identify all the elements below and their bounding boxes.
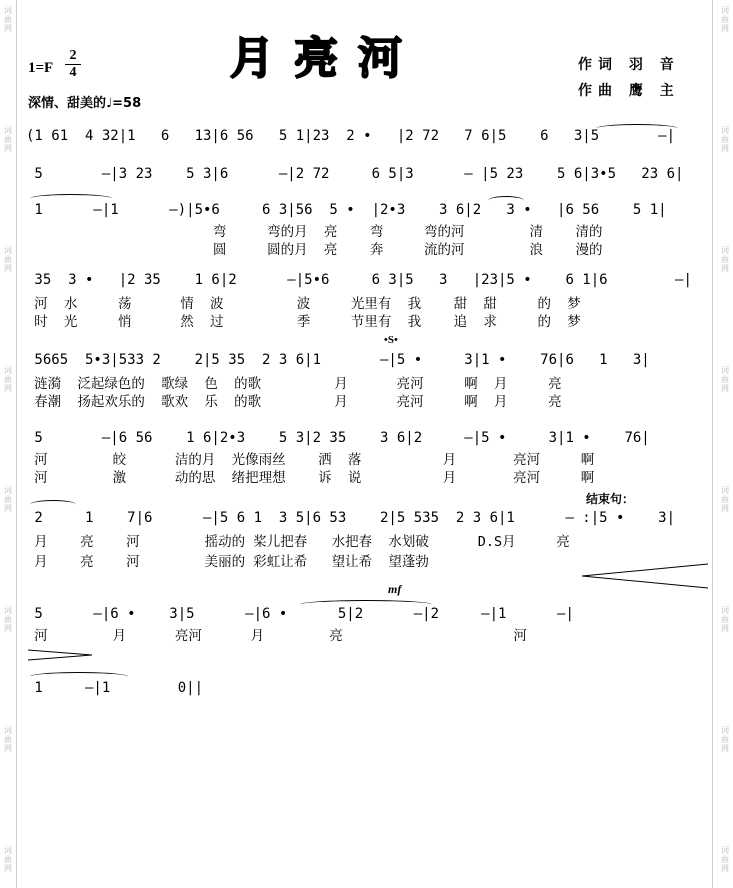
watermark-text: 词 曲 网 (4, 126, 12, 153)
time-denominator: 4 (69, 65, 77, 80)
title: 月亮河 (230, 33, 422, 84)
watermark-text: 词 曲 网 (721, 6, 729, 33)
key-signature: 1=F (28, 60, 54, 76)
crescendo-hairpin (582, 560, 710, 592)
watermark-text: 词 曲 网 (4, 6, 12, 33)
lyric-verse-2: 春潮 扬起欢乐的 歌欢 乐 的歌 月 亮河 啊 月 亮 (26, 394, 562, 410)
lyric-verse-2: 时 光 悄 然 过 季 节里有 我 追 求 的 梦 (26, 314, 581, 330)
dynamic-marking: mf (388, 582, 402, 596)
notation-line: 2 1 7|6 —|5 6 1 3 5|6 53 2|5 535 2 3 6|1 — :|5 • 3| (26, 510, 676, 526)
tempo-marking: 深情、甜美的♩=58 (28, 96, 142, 111)
tie-slur (30, 672, 128, 681)
lyric-verse-1: 河 月 亮河 月 亮 河 (26, 628, 527, 644)
right-frame-line (712, 0, 713, 888)
watermark-text: 词 曲 网 (4, 246, 12, 273)
watermark-text: 词 曲 网 (721, 846, 729, 873)
watermark-text: 词 曲 网 (4, 366, 12, 393)
watermark-text: 词 曲 网 (721, 486, 729, 513)
notation-line: 1 —|1 —)|5•6 6 3|56 5 • |2•3 3 6|2 3 • |6 56 5 1| (26, 202, 667, 218)
notation-line: 5 —|6 • 3|5 —|6 • 5|2 —|2 —|1 —| (26, 606, 574, 622)
ending-label: 结束句： (586, 492, 635, 506)
lyric-verse-1: 河 皎 洁的月 光像雨丝 洒 落 月 亮河 啊 (26, 452, 595, 468)
credits (578, 52, 680, 104)
time-numerator: 2 (65, 48, 81, 65)
lyric-verse-2: 月 亮 河 美丽的 彩虹让希 望让希 望蓬勃 (26, 554, 429, 570)
lyric-verse-1: 月 亮 河 摇动的 桨儿把春 水把春 水划破 D.S月 亮 (26, 534, 570, 550)
notation-line: 5 —|3 23 5 3|6 —|2 72 6 5|3 — |5 23 5 6|3•5 23 6| (26, 166, 684, 182)
lyric-verse-2: 河 激 动的思 绪把理想 诉 说 月 亮河 啊 (26, 470, 595, 486)
watermark-text: 词 曲 网 (4, 486, 12, 513)
lyric-verse-2: 圆 圆的月 亮 奔 流的河 浪 漫的 (26, 242, 603, 258)
composer-credit: 作曲 鹰 主 (578, 83, 680, 99)
watermark-text: 词 曲 网 (721, 246, 729, 273)
tie-slur (596, 124, 678, 133)
watermark-text: 词 曲 网 (4, 846, 12, 873)
tie-slur (488, 196, 524, 205)
notation-line: 5665 5•3|533 2 2|5 35 2 3 6|1 —|5 • 3|1 • 76|6 1 3| (26, 352, 650, 368)
left-frame-line (16, 0, 17, 888)
lyric-verse-1: 弯 弯的月 亮 弯 弯的河 清 清的 (26, 224, 603, 240)
watermark-text: 词 曲 网 (721, 606, 729, 633)
watermark-text: 词 曲 网 (721, 366, 729, 393)
watermark-text: 词 曲 网 (721, 126, 729, 153)
lyricist-credit: 作词 羽 音 (578, 57, 680, 73)
watermark-text: 词 曲 网 (721, 726, 729, 753)
watermark-text: 词 曲 网 (4, 606, 12, 633)
time-signature (65, 48, 81, 81)
watermark-text: 词 曲 网 (4, 726, 12, 753)
notation-line: 5 —|6 56 1 6|2•3 5 3|2 35 3 6|2 —|5 • 3|1 • 76| (26, 430, 650, 446)
segno-mark: •S• (384, 334, 398, 346)
notation-line: 1 —|1 0|| (26, 680, 204, 696)
tie-slur (300, 600, 432, 609)
lyric-verse-1: 涟漪 泛起绿色的 歌绿 色 的歌 月 亮河 啊 月 亮 (26, 376, 562, 392)
notation-line: (1 61 4 32|1 6 13|6 56 5 1|23 2 • |2 72 7 6|5 6 3|5 —| (26, 128, 676, 144)
notation-line: 35 3 • |2 35 1 6|2 —|5•6 6 3|5 3 |23|5 • 6 1|6 —| (26, 272, 692, 288)
tie-slur (30, 500, 76, 509)
left-watermark-strip (0, 0, 16, 888)
lyric-verse-1: 河 水 荡 情 波 波 光里有 我 甜 甜 的 梦 (26, 296, 581, 312)
right-watermark-strip (717, 0, 733, 888)
decrescendo-hairpin (28, 646, 94, 664)
tie-slur (30, 194, 112, 203)
